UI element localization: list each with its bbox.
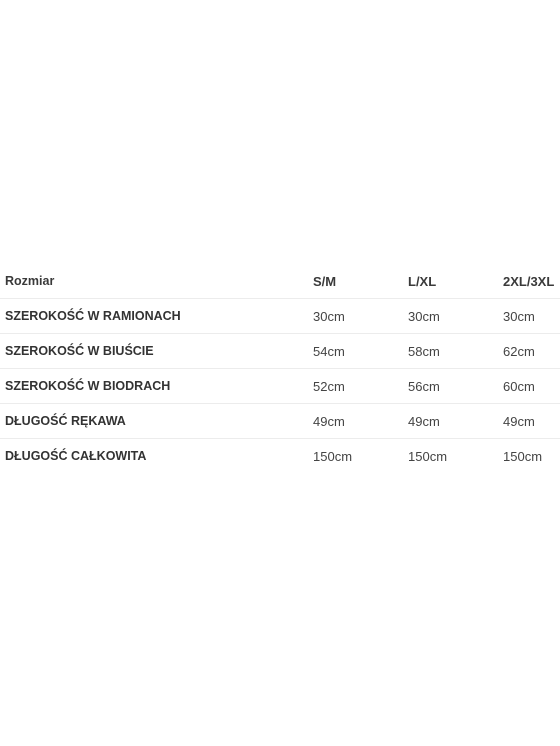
cell-lxl: 56cm [408, 369, 503, 404]
cell-sm: 52cm [313, 369, 408, 404]
table-row [0, 334, 560, 369]
cell-2xl3xl: 150cm [503, 439, 560, 474]
header-row [0, 264, 560, 299]
cell-sm: 150cm [313, 439, 408, 474]
cell-lxl: 30cm [408, 299, 503, 334]
row-label: DŁUGOŚĆ CAŁKOWITA [0, 439, 313, 474]
header-size-lxl: L/XL [408, 273, 437, 289]
cell-2xl3xl: 62cm [503, 334, 560, 369]
cell-sm: 49cm [313, 404, 408, 439]
table-body [0, 299, 560, 474]
size-chart-table [0, 264, 560, 473]
cell-sm: 54cm [313, 334, 408, 369]
cell-sm: 30cm [313, 299, 408, 334]
table-row [0, 299, 560, 334]
cell-lxl: 150cm [408, 439, 503, 474]
cell-2xl3xl: 49cm [503, 404, 560, 439]
cell-lxl: 58cm [408, 334, 503, 369]
cell-2xl3xl: 30cm [503, 299, 560, 334]
table-row [0, 439, 560, 474]
row-label: SZEROKOŚĆ W BIODRACH [0, 369, 313, 404]
table-header [0, 264, 560, 299]
cell-lxl: 49cm [408, 404, 503, 439]
header-size-sm: S/M [313, 273, 337, 289]
row-label: DŁUGOŚĆ RĘKAWA [0, 404, 313, 439]
header-size-label: Rozmiar [5, 274, 55, 288]
table-row [0, 404, 560, 439]
header-size-2xl3xl: 2XL/3XL [503, 273, 555, 289]
table-row [0, 369, 560, 404]
row-label: SZEROKOŚĆ W RAMIONACH [0, 299, 313, 334]
row-label: SZEROKOŚĆ W BIUŚCIE [0, 334, 313, 369]
cell-2xl3xl: 60cm [503, 369, 560, 404]
